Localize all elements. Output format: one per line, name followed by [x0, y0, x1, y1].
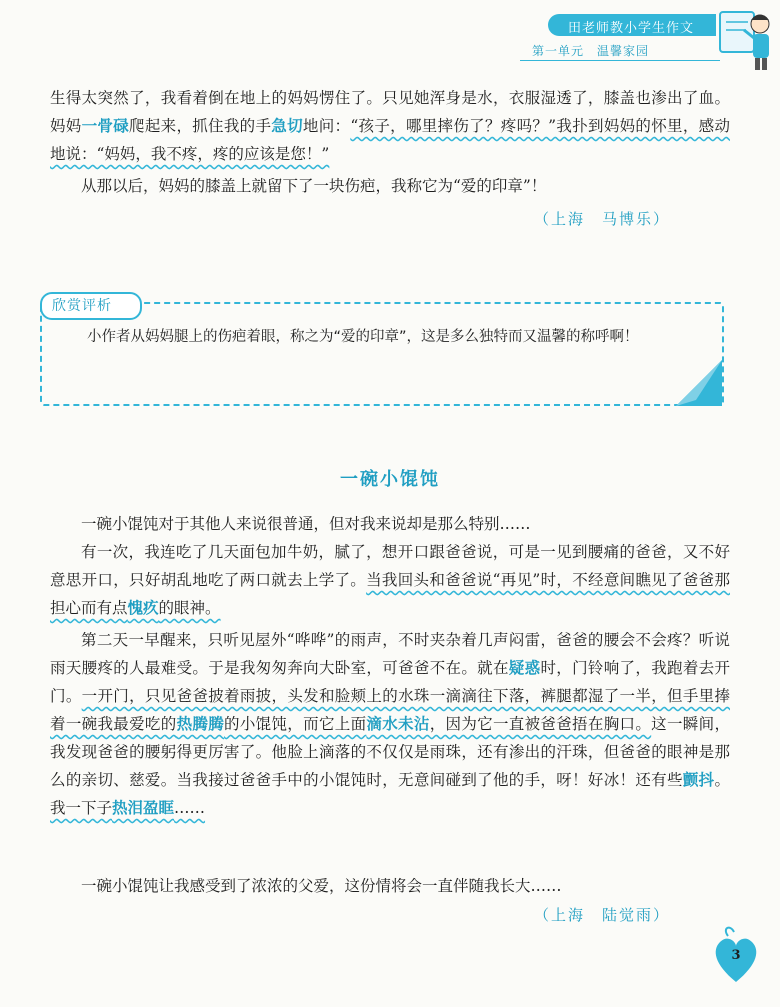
- highlighted-word: 愧疚: [127, 599, 159, 617]
- essay1-author: （上海 马博乐）: [533, 210, 670, 228]
- text-segment: 一开门，只见爸爸披着雨披，头发和脸颊上的水珠一滴滴往下落，裤腿都湿了一半，但手里捧着一碗我最爱吃的: [50, 687, 730, 733]
- text-segment: 。: [714, 771, 730, 789]
- essay1-paragraph-2: 从那以后，妈妈的膝盖上就留下了一块伤疤，我称它为“爱的印章”！: [81, 177, 547, 195]
- essay2-title: 一碗小馄饨: [340, 469, 440, 490]
- text-segment: 时，门铃响了，我跑着去开门。: [50, 659, 730, 705]
- text-segment: 生得太突然了，我看着倒在地上的妈妈愣住了。只见她浑身是水，衣服湿透了，膝盖也渗出了血。妈妈: [50, 89, 730, 135]
- text-segment: “孩子，哪里摔伤了？疼吗？”我扑到妈妈的怀里，感动地说：“妈妈，我不疼，疼的应该是您！”: [50, 117, 730, 163]
- essay2-paragraph-2: [50, 538, 730, 622]
- highlighted-word: 疑惑: [508, 659, 541, 677]
- header-divider: [520, 60, 720, 61]
- highlighted-word: 热泪盈眶: [112, 799, 175, 817]
- text-segment: 地问：: [302, 117, 351, 135]
- unit-title: 第一单元 温馨家园: [532, 44, 650, 58]
- highlighted-word: 急切: [271, 117, 303, 135]
- text-segment: 的小馄饨，而它上面: [224, 715, 367, 733]
- highlighted-word: 一骨碌: [81, 117, 130, 135]
- highlighted-word: 热腾腾: [176, 715, 225, 733]
- page-number: 3: [731, 948, 741, 963]
- teacher-mascot-icon: [716, 4, 776, 72]
- appreciation-tag-label: 欣赏评析: [52, 298, 112, 314]
- essay2-author: （上海 陆觉雨）: [533, 906, 670, 924]
- text-segment: 这一瞬间，我发现爸爸的腰躬得更厉害了。他脸上滴落的不仅仅是雨珠，还有渗出的汗珠，但爸爸的眼神是那么的亲切、慈爱。当我接过爸爸手中的小馄饨时，无意间碰到了他的手，呀！好冰！还有些: [50, 715, 730, 789]
- text-segment: 我一下子: [50, 799, 113, 817]
- essay2-paragraph-3: [50, 626, 730, 822]
- text-segment: 第二天一早醒来，只听见屋外“哗哗”的雨声，不时夹杂着几声闷雷，爸爸的腰会不会疼？听说雨天腰疼的人最难受。于是我匆匆奔向大卧室，可爸爸不在。就在: [50, 631, 730, 677]
- essay1-paragraph-1: [50, 84, 730, 168]
- book-series-title: 田老师教小学生作文: [567, 21, 694, 36]
- essay2-paragraph-4: 一碗小馄饨让我感受到了浓浓的父爱，这份情将会一直伴随我长大……: [81, 877, 562, 895]
- appreciation-box: [40, 302, 724, 406]
- text-segment: ……: [174, 799, 206, 817]
- text-segment: 当我回头和爸爸说“再见”时，不经意间瞧见了爸爸那担心而有点: [50, 571, 730, 617]
- highlighted-word: 滴水未沾: [366, 715, 430, 733]
- text-segment: 的眼神。: [158, 599, 221, 617]
- appreciation-text: 小作者从妈妈腿上的伤疤着眼，称之为“爱的印章”，这是多么独特而又温馨的称呼啊！: [87, 329, 639, 345]
- page-curl-icon: [676, 360, 722, 406]
- text-segment: ，因为它一直被爸爸捂在胸口。: [429, 715, 652, 733]
- essay2-paragraph-1: 一碗小馄饨对于其他人来说很普通，但对我来说却是那么特别……: [81, 515, 531, 533]
- text-segment: 爬起来，抓住我的手: [129, 117, 272, 135]
- text-segment: 有一次，我连吃了几天面包加牛奶，腻了，想开口跟爸爸说，可是一见到腰痛的爸爸，又不好意思开口，只好胡乱地吃了两口就去上学了。: [50, 543, 730, 589]
- highlighted-word: 颤抖: [682, 771, 715, 789]
